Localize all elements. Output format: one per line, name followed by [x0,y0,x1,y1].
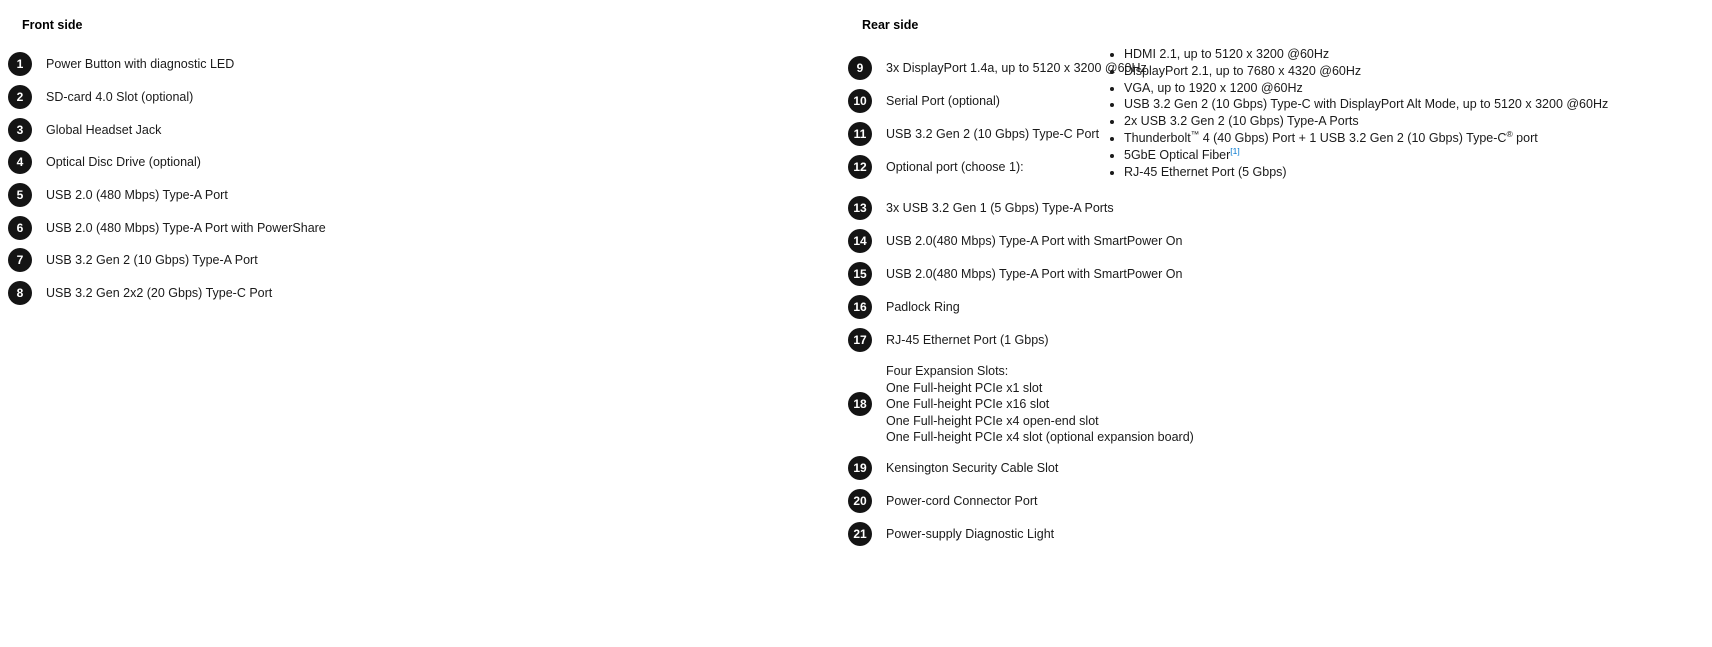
callout-badge: 21 [848,522,872,546]
callout-label: USB 3.2 Gen 2 (10 Gbps) Type-C Port [886,127,1100,141]
expansion-line: One Full-height PCIe x1 slot [886,380,1043,395]
list-item [848,328,1708,352]
list-item [8,179,828,212]
callout-label: Optional port (choose 1): [886,160,1024,174]
callout-label: Power-supply Diagnostic Light [886,526,1055,541]
choice-label: HDMI 2.1, up to 5120 x 3200 @60Hz [1124,47,1330,61]
choice-label: USB 3.2 Gen 2 (10 Gbps) Type-C with DisplayPort Alt Mode, up to 5120 x 3200 @60Hz [1124,97,1609,112]
callout-label-group [886,363,1194,446]
callout-badge-wrap [848,155,872,179]
list-item [8,81,828,114]
callout-badge: 11 [848,122,872,146]
callout-label: Padlock Ring [886,300,960,314]
optional-port-choices [1110,46,1710,180]
list-item-expansion-slots [848,363,1708,446]
callout-badge: 19 [848,456,872,480]
expansion-line: One Full-height PCIe x4 open-end slot [886,413,1099,428]
callout-badge: 1 [8,52,32,76]
list-item [848,456,1708,480]
expansion-line: Four Expansion Slots: [886,364,1009,378]
callout-badge-wrap [848,295,872,319]
callout-badge: 13 [848,196,872,220]
callout-badge-wrap [848,196,872,220]
callout-label: 3x USB 3.2 Gen 1 (5 Gbps) Type-A Ports [886,201,1114,215]
callout-label: Kensington Security Cable Slot [886,460,1059,475]
callout-badge: 2 [8,85,32,109]
callout-label: USB 2.0(480 Mbps) Type-A Port with SmartPower On [886,267,1183,281]
callout-badge: 16 [848,295,872,319]
list-item [1124,130,1710,147]
callout-badge: 9 [848,56,872,80]
callout-badge: 4 [8,150,32,174]
choice-text-before: 5GbE Optical Fiber [1124,147,1231,162]
list-item [1124,96,1710,113]
list-item [848,229,1708,253]
choice-label-thunderbolt [1124,128,1538,145]
callout-badge: 18 [848,392,872,416]
list-item [848,295,1708,319]
callout-badge: 14 [848,229,872,253]
callout-badge-wrap [848,392,872,416]
list-item [8,244,828,277]
front-side-heading: Front side [22,18,83,32]
choice-text-mid: 4 (40 Gbps) Port + 1 USB 3.2 Gen 2 (10 Gbps) Type-C [1199,130,1507,145]
list-item [1124,147,1710,164]
callout-label: SD-card 4.0 Slot (optional) [46,90,194,105]
callout-badge-wrap [848,522,872,546]
choice-label-fiber [1124,145,1240,162]
callout-label: USB 2.0 (480 Mbps) Type-A Port with PowerShare [46,220,326,235]
callout-label: 3x DisplayPort 1.4a, up to 5120 x 3200 @60Hz [886,61,1147,75]
trademark-mark: ™ [1190,128,1200,139]
choice-label: DisplayPort 2.1, up to 7680 x 4320 @60Hz [1124,63,1362,78]
callout-badge-wrap [848,56,872,80]
callout-badge-wrap [848,122,872,146]
callout-label: Serial Port (optional) [886,94,1000,108]
callout-badge: 3 [8,118,32,142]
rear-side-heading: Rear side [862,18,919,32]
expansion-line: One Full-height PCIe x16 slot [886,397,1050,412]
callout-badge: 6 [8,216,32,240]
choice-label: 2x USB 3.2 Gen 2 (10 Gbps) Type-A Ports [1124,114,1359,129]
footnote-link[interactable]: [1] [1230,145,1240,156]
callout-label: USB 3.2 Gen 2x2 (20 Gbps) Type-C Port [46,286,273,301]
callout-badge: 7 [8,248,32,272]
callout-label: RJ-45 Ethernet Port (1 Gbps) [886,333,1049,347]
list-item [1124,63,1710,80]
front-side-section [8,18,828,310]
list-item [1124,46,1710,63]
list-item [8,211,828,244]
front-side-list [8,48,828,310]
optional-port-choices-list [1110,46,1710,180]
callout-badge: 8 [8,281,32,305]
callout-label: Global Headset Jack [46,122,162,137]
list-item [8,48,828,81]
choice-label: VGA, up to 1920 x 1200 @60Hz [1124,80,1303,95]
callout-label: USB 3.2 Gen 2 (10 Gbps) Type-A Port [46,253,258,268]
callout-badge: 17 [848,328,872,352]
callout-badge-wrap [848,328,872,352]
callout-badge-wrap [848,229,872,253]
list-item [848,196,1708,220]
choice-text-after: port [1512,130,1538,145]
callout-badge-wrap [848,89,872,113]
callout-badge: 10 [848,89,872,113]
list-item [8,113,828,146]
callout-badge: 15 [848,262,872,286]
callout-label: USB 2.0 (480 Mbps) Type-A Port [46,188,228,203]
callout-label: USB 2.0(480 Mbps) Type-A Port with SmartPower On [886,234,1183,248]
callout-label: Optical Disc Drive (optional) [46,155,201,170]
registered-mark: ® [1506,128,1513,139]
list-item [848,489,1708,513]
callout-badge-wrap [848,456,872,480]
list-item [848,522,1708,546]
choice-label: RJ-45 Ethernet Port (5 Gbps) [1124,164,1287,179]
expansion-line: One Full-height PCIe x4 slot (optional expansion board) [886,430,1194,445]
callout-badge: 5 [8,183,32,207]
callout-label: Power-cord Connector Port [886,493,1038,508]
list-item [1124,80,1710,97]
callout-label: Power Button with diagnostic LED [46,57,235,72]
callout-badge-wrap [848,489,872,513]
list-item [1124,164,1710,181]
callout-badge: 12 [848,155,872,179]
list-item [1124,113,1710,130]
callout-badge-wrap [848,262,872,286]
list-item [848,262,1708,286]
list-item [8,146,828,179]
choice-text-before: Thunderbolt [1124,130,1191,145]
list-item [8,277,828,310]
callout-badge: 20 [848,489,872,513]
